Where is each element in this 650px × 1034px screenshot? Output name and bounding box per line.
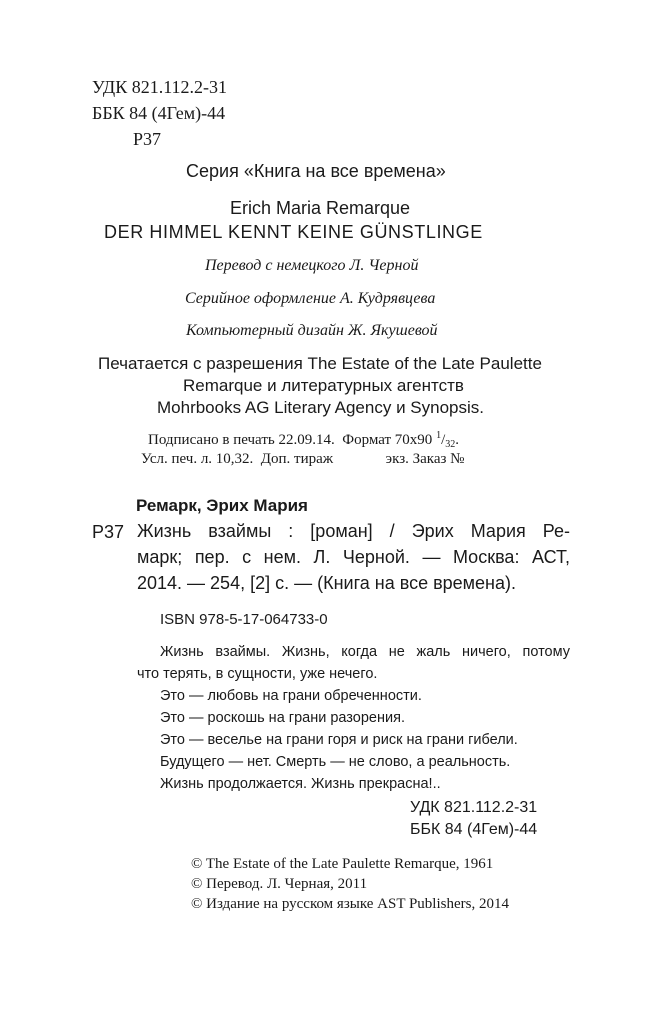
footer-bbk-code: ББК 84 (4Гем)-44 [410, 821, 538, 838]
permission-line: Remarque и литературных агентств [183, 376, 464, 395]
format-fraction-end: . [455, 432, 459, 448]
copyright-line: © Перевод. Л. Черная, 2011 [191, 876, 368, 892]
print-info-line [148, 431, 459, 450]
bbk-code: ББК 84 (4Гем)-44 [92, 103, 226, 123]
udk-code: УДК 821.112.2-31 [92, 77, 228, 97]
annotation-line: Будущего — нет. Смерть — не слово, а реальность. [160, 754, 511, 770]
catalog-entry-line: марк; пер. с нем. Л. Черной. — Москва: АСТ, [137, 547, 570, 567]
format-fraction-denominator: 32 [445, 439, 456, 450]
catalog-author-heading: Ремарк, Эрих Мария [136, 496, 308, 515]
annotation-line: что терять, в сущности, уже нечего. [137, 666, 378, 682]
series-design-credit: Серийное оформление А. Кудрявцева [185, 290, 436, 307]
annotation-line: Это — роскошь на грани разорения. [160, 710, 405, 726]
footer-udk-code: УДК 821.112.2-31 [410, 799, 538, 816]
author-mark-code: Р37 [133, 129, 162, 149]
series-title: Серия «Книга на все времена» [186, 161, 446, 181]
original-title: DER HIMMEL KENNT KEINE GÜNSTLINGE [104, 222, 483, 242]
catalog-entry-line: 2014. — 254, [2] с. — (Книга на все времена). [137, 573, 516, 593]
format-fraction-numerator: 1 [436, 430, 442, 441]
permission-line: Печатается с разрешения The Estate of the Late Paulette [98, 354, 542, 373]
format-fraction-slash: / [441, 432, 446, 448]
annotation-line: Жизнь продолжается. Жизнь прекрасна!.. [160, 776, 441, 792]
isbn: ISBN 978-5-17-064733-0 [160, 611, 328, 628]
print-info-text: Подписано в печать 22.09.14. Формат 70х90 [148, 432, 437, 448]
original-author: Erich Maria Remarque [230, 198, 411, 218]
annotation-line: Это — любовь на грани обреченности. [160, 688, 422, 704]
catalog-entry-line: Жизнь взаймы : [роман] / Эрих Мария Ре- [137, 521, 570, 541]
catalog-code: Р37 [92, 522, 125, 542]
annotation-line: Это — веселье на грани горя и риск на грани гибели. [160, 732, 518, 748]
copyright-line: © Издание на русском языке AST Publishers, 2014 [191, 896, 509, 912]
computer-design-credit: Компьютерный дизайн Ж. Якушевой [186, 322, 438, 339]
copyright-line: © The Estate of the Late Paulette Remarque, 1961 [191, 856, 494, 872]
translation-credit: Перевод с немецкого Л. Черной [205, 257, 419, 274]
print-info-line-2: Усл. печ. л. 10,32. Доп. тираж экз. Заказ № [141, 451, 465, 467]
permission-line: Mohrbooks AG Literary Agency и Synopsis. [157, 398, 484, 417]
annotation-line: Жизнь взаймы. Жизнь, когда не жаль ничего, потому [160, 644, 570, 660]
